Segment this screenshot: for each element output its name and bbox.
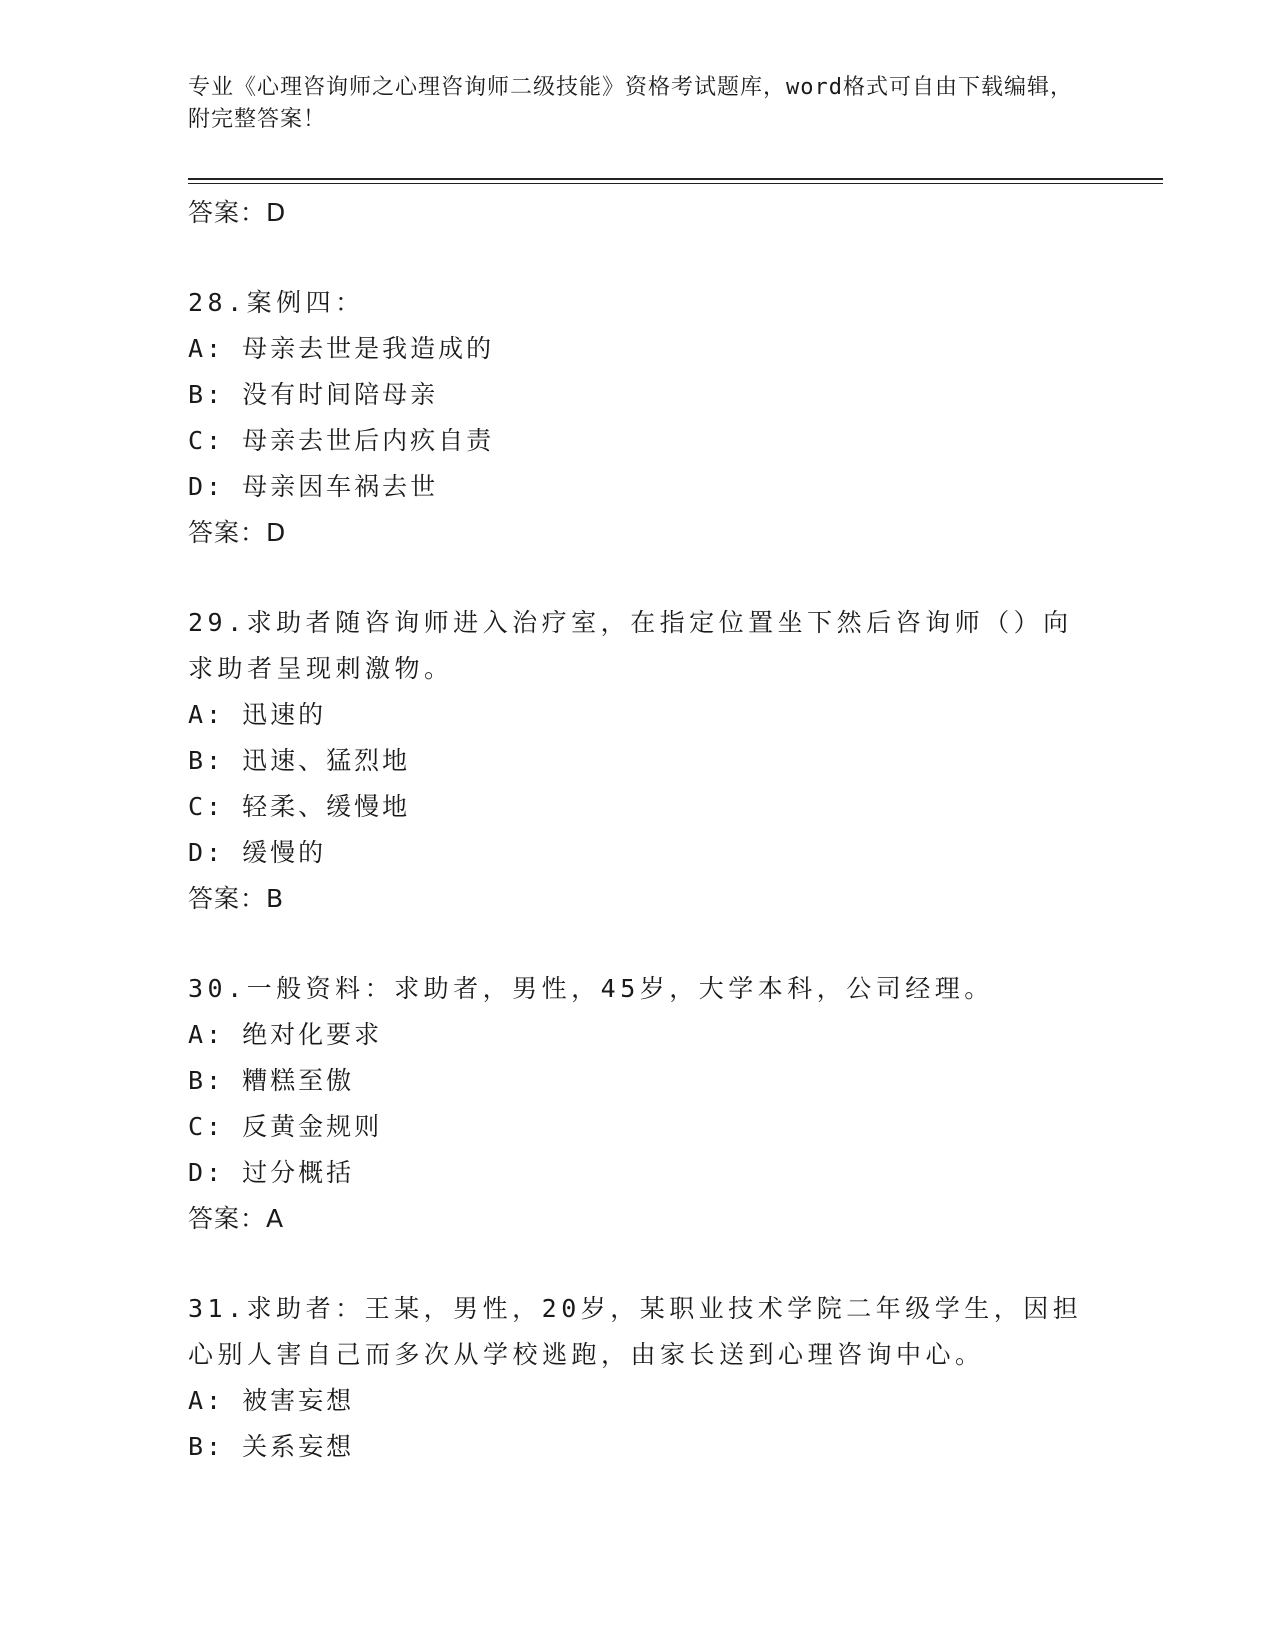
option-b: B: 迅速、猛烈地 bbox=[188, 746, 411, 775]
option-d: D: 母亲因车祸去世 bbox=[188, 472, 439, 501]
option-d: D: 缓慢的 bbox=[188, 838, 327, 867]
question-list bbox=[188, 190, 1088, 1470]
option-c: C: 反黄金规则 bbox=[188, 1112, 383, 1141]
question-stem: 31.求助者：王某，男性，20岁，某职业技术学院二年级学生，因担心别人害自己而多次从学校逃跑，由家长送到心理咨询中心。 bbox=[188, 1294, 1083, 1369]
question-stem: 29.求助者随咨询师进入治疗室，在指定位置坐下然后咨询师（）向求助者呈现刺激物。 bbox=[188, 608, 1073, 683]
option-b: B: 糟糕至傲 bbox=[188, 1066, 355, 1095]
document-header: 专业《心理咨询师之心理咨询师二级技能》资格考试题库，word格式可自由下载编辑，附完整答案！ bbox=[188, 75, 1073, 132]
question-stem: 30.一般资料：求助者，男性，45岁，大学本科，公司经理。 bbox=[188, 974, 994, 1003]
option-b: B: 关系妄想 bbox=[188, 1432, 355, 1461]
spacer bbox=[188, 556, 1088, 600]
spacer bbox=[188, 1242, 1088, 1286]
answer-line: 答案：D bbox=[188, 518, 287, 547]
spacer bbox=[188, 236, 1088, 280]
option-a: A: 母亲去世是我造成的 bbox=[188, 334, 495, 363]
option-d: D: 过分概括 bbox=[188, 1158, 355, 1187]
option-c: C: 轻柔、缓慢地 bbox=[188, 792, 411, 821]
option-a: A: 绝对化要求 bbox=[188, 1020, 383, 1049]
question-stem: 28.案例四： bbox=[188, 288, 365, 317]
header-divider-thin bbox=[188, 183, 1163, 184]
answer-line: 答案：A bbox=[188, 1204, 285, 1233]
question-31 bbox=[188, 1286, 1088, 1470]
option-a: A: 被害妄想 bbox=[188, 1386, 355, 1415]
question-30 bbox=[188, 966, 1088, 1242]
answer-line: 答案：B bbox=[188, 884, 285, 913]
spacer bbox=[188, 922, 1088, 966]
option-c: C: 母亲去世后内疚自责 bbox=[188, 426, 495, 455]
question-28 bbox=[188, 280, 1088, 556]
option-a: A: 迅速的 bbox=[188, 700, 327, 729]
answer-line: 答案：D bbox=[188, 198, 287, 227]
question-29 bbox=[188, 600, 1088, 922]
header-divider-thick bbox=[188, 178, 1163, 180]
option-b: B: 没有时间陪母亲 bbox=[188, 380, 439, 409]
